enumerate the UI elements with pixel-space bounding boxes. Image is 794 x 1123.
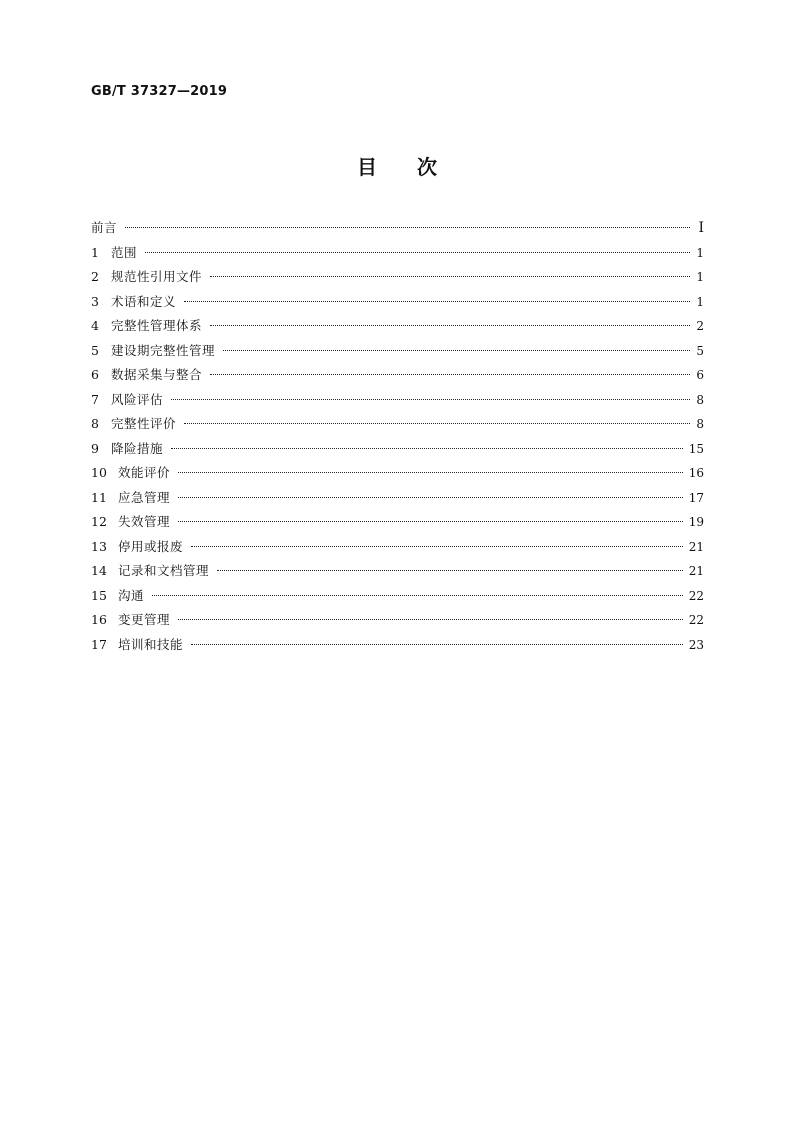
dot-leader	[210, 276, 690, 277]
toc-entry-6[interactable]	[91, 363, 704, 388]
toc-entry-number: 12	[91, 514, 107, 529]
toc-entry-9[interactable]	[91, 437, 704, 462]
toc-entry-number: 3	[91, 293, 99, 309]
toc-entry-page: 2	[696, 319, 704, 333]
dot-leader	[125, 227, 690, 228]
toc-entry-number: 10	[91, 465, 107, 480]
standard-number: GB/T 37327—2019	[91, 84, 228, 99]
dot-leader	[191, 644, 683, 645]
dot-leader	[184, 301, 690, 302]
toc-entry-label: 失效管理	[118, 514, 171, 529]
toc-entry-page: 23	[688, 637, 704, 652]
toc-entry-2[interactable]	[91, 265, 704, 290]
toc-entry-number: 9	[91, 440, 99, 456]
toc-entry-page: 21	[688, 539, 704, 554]
toc-entry-11[interactable]	[91, 486, 704, 511]
table-of-contents	[91, 216, 704, 657]
toc-entry-15[interactable]	[91, 584, 704, 609]
dot-leader	[210, 325, 690, 326]
toc-entry-4[interactable]	[91, 314, 704, 339]
toc-entry-number: 14	[91, 563, 107, 578]
dot-leader	[171, 399, 690, 400]
dot-leader	[210, 374, 690, 375]
toc-entry-10[interactable]	[91, 461, 704, 486]
toc-entry-number: 2	[91, 269, 99, 284]
toc-entry-label: 建设期完整性管理	[111, 342, 216, 358]
toc-entry-1[interactable]	[91, 241, 704, 266]
toc-entry-label: 规范性引用文件	[111, 269, 203, 284]
toc-entry-page: 22	[688, 588, 704, 603]
toc-entry-page: 16	[688, 466, 704, 480]
toc-entry-label: 变更管理	[118, 612, 171, 627]
toc-entry-label: 风险评估	[111, 391, 164, 407]
dot-leader	[152, 595, 683, 596]
dot-leader	[184, 423, 690, 424]
dot-leader	[178, 497, 683, 498]
toc-entry-page: 8	[696, 417, 704, 431]
toc-entry-number: 11	[91, 489, 107, 505]
toc-entry-12[interactable]	[91, 510, 704, 535]
toc-entry-page: 1	[696, 245, 704, 260]
toc-entry-page: 21	[688, 564, 704, 578]
toc-entry-number: 4	[91, 318, 99, 333]
dot-leader	[145, 252, 690, 253]
toc-entry-label: 完整性评价	[111, 416, 177, 431]
toc-entry-label: 应急管理	[118, 489, 171, 505]
toc-entry-number: 6	[91, 367, 99, 382]
toc-entry-label: 培训和技能	[118, 636, 184, 652]
toc-entry-13[interactable]	[91, 535, 704, 560]
toc-entry-preface[interactable]	[91, 216, 704, 241]
toc-entry-8[interactable]	[91, 412, 704, 437]
toc-entry-page: 17	[688, 490, 704, 505]
toc-entry-label: 效能评价	[118, 465, 171, 480]
toc-entry-label: 沟通	[118, 587, 145, 603]
toc-entry-14[interactable]	[91, 559, 704, 584]
dot-leader	[178, 472, 683, 473]
toc-entry-number: 8	[91, 416, 99, 431]
dot-leader	[217, 570, 683, 571]
toc-entry-number: 1	[91, 244, 99, 260]
dot-leader	[178, 521, 683, 522]
toc-entry-number: 5	[91, 342, 99, 358]
toc-entry-page: 1	[696, 294, 704, 309]
toc-entry-16[interactable]	[91, 608, 704, 633]
toc-entry-label: 完整性管理体系	[111, 318, 203, 333]
toc-entry-number: 13	[91, 538, 107, 554]
toc-entry-page: 8	[696, 392, 704, 407]
dot-leader	[191, 546, 683, 547]
toc-entry-label: 记录和文档管理	[118, 563, 210, 578]
toc-entry-page: 15	[688, 441, 704, 456]
dot-leader	[178, 619, 683, 620]
toc-entry-label: 停用或报废	[118, 538, 184, 554]
toc-entry-number: 7	[91, 391, 99, 407]
toc-entry-3[interactable]	[91, 290, 704, 315]
toc-entry-page: 6	[696, 368, 704, 382]
dot-leader	[171, 448, 683, 449]
toc-entry-number: 17	[91, 636, 107, 652]
toc-entry-label: 数据采集与整合	[111, 367, 203, 382]
toc-entry-page: 19	[688, 515, 704, 529]
toc-entry-page: 1	[696, 270, 704, 284]
toc-entry-5[interactable]	[91, 339, 704, 364]
toc-entry-17[interactable]	[91, 633, 704, 658]
toc-title: 目次	[357, 155, 477, 179]
toc-entry-7[interactable]	[91, 388, 704, 413]
dot-leader	[223, 350, 690, 351]
toc-entry-label: 范围	[111, 244, 138, 260]
toc-entry-page: Ⅰ	[698, 220, 704, 236]
toc-entry-label: 前言	[91, 220, 118, 235]
toc-entry-label: 术语和定义	[111, 293, 177, 309]
toc-entry-number: 16	[91, 612, 107, 627]
toc-entry-page: 22	[688, 613, 704, 627]
toc-entry-page: 5	[696, 343, 704, 358]
toc-entry-label: 降险措施	[111, 440, 164, 456]
toc-entry-number: 15	[91, 587, 107, 603]
